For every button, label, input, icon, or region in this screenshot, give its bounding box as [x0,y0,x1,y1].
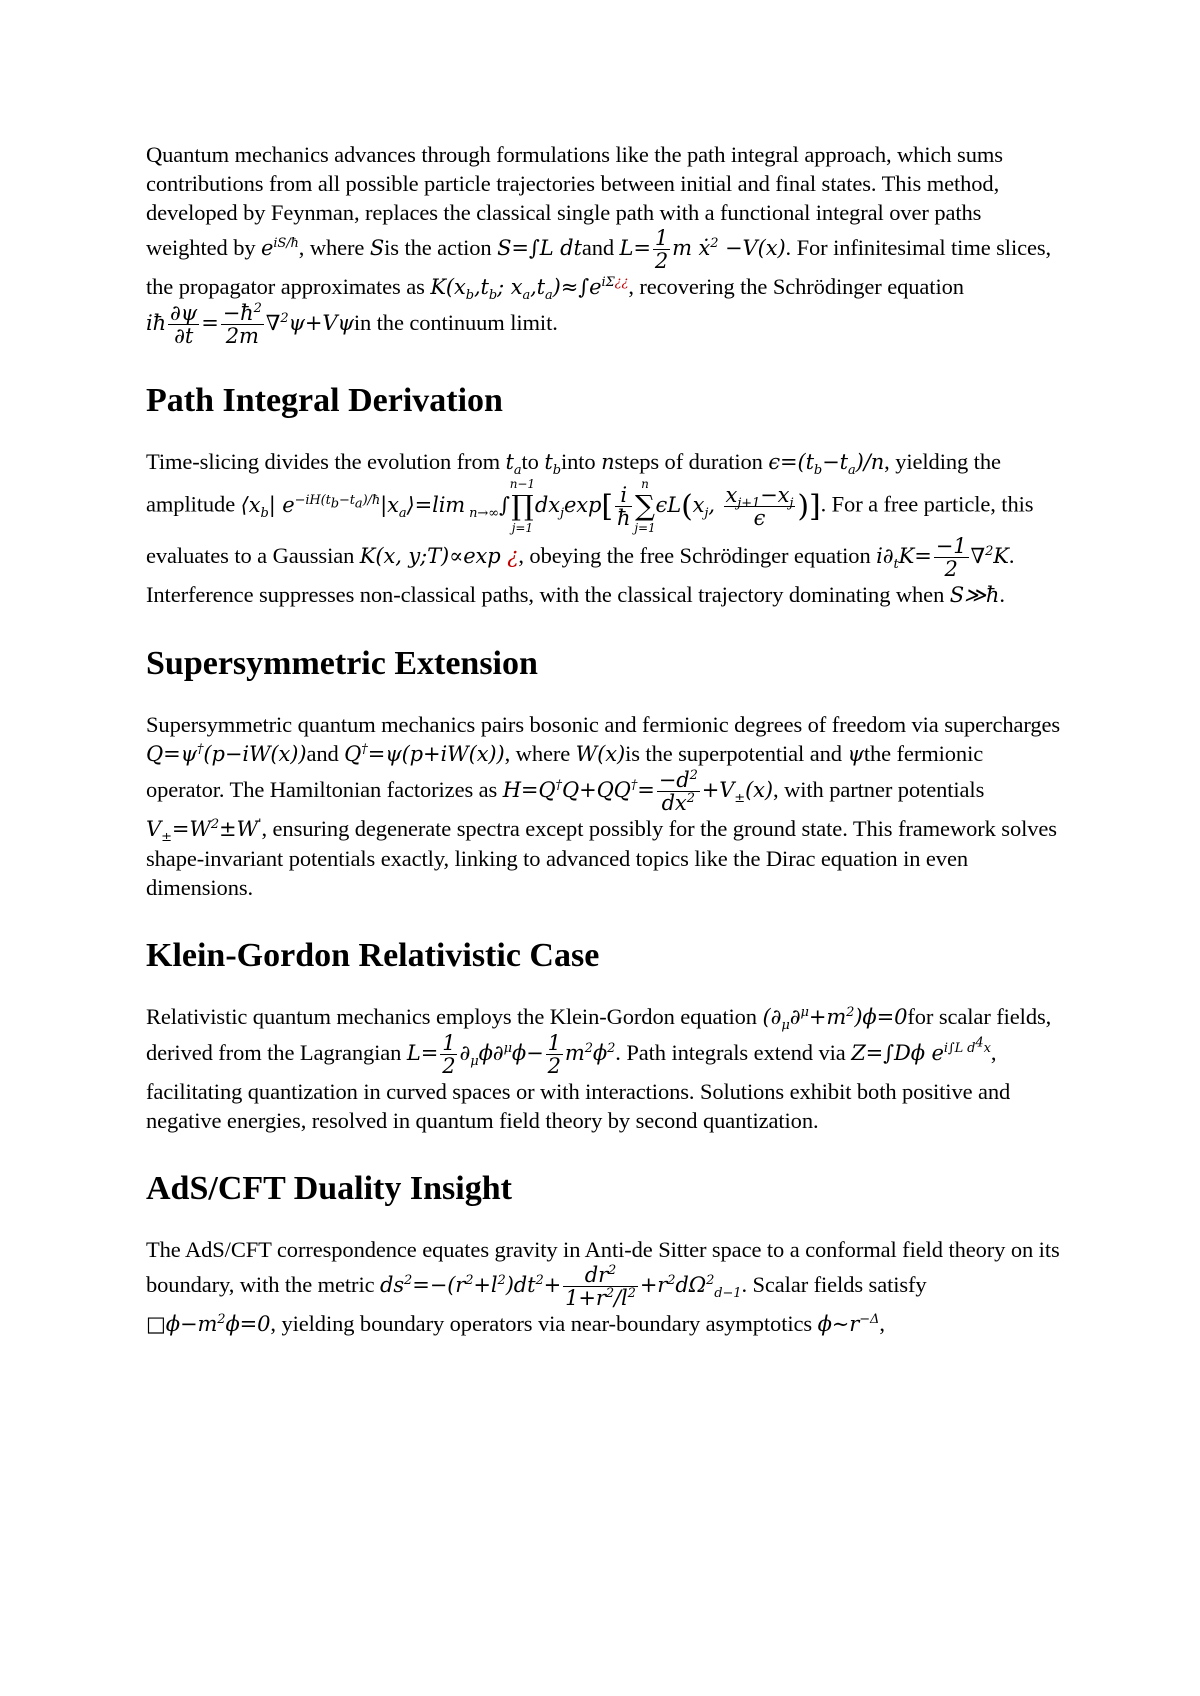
math-weight: $e^{iS/ħ}$ [261,236,299,260]
text-run: , yielding the amplitude [146,449,1001,517]
klein-gordon-paragraph [146,1002,1061,1135]
text-run: , recovering the Schrödinger equation [628,274,964,299]
math-lagrangian: L= $\frac{1}{2}$ m ẋ$^2$ −V(x) [619,226,786,273]
text-run: and [581,235,620,260]
section-heading-supersymmetric: Supersymmetric Extension [146,645,538,682]
math-supercharge-qdag: Q†=ψ(p+iW(x)) [344,742,505,766]
text-run: , facilitating quantization in curved spaces or with interactions. Solutions exhibit both positive and negative energies, resolved in quantum field theory by second quantization. [146,1040,1011,1133]
math-free-schrodinger: $i\partial_tK=$ $\frac{-1}{2}$ ∇$^2$K [876,534,1009,581]
text-run: . For a free particle, this evaluates to a Gaussian [146,491,1034,568]
math-epsilon: $\epsilon=(t_b-t_a)/n$ [768,450,885,479]
math-supercharge-q: Q=ψ†(p−iW(x)) [146,742,307,766]
text-run: . [999,582,1005,607]
text-run: Supersymmetric quantum mechanics pairs bosonic and fermionic degrees of freedom via supercharges [146,712,1061,737]
math-ta: $t_a$ [505,450,522,479]
text-run: Quantum mechanics advances through formulations like the path integral approach, which sums contributions from all possible particle trajectories between initial and final states. This method, developed by Feynman, replaces the classical single path with a functional integral over paths weighted by [146,142,1003,260]
math-schrodinger: iħ $\frac{\partial\psi}{\partial t}$ = $\frac{-ħ^2}{2m}$ ∇$^2$ψ+Vψ [146,301,354,348]
math-hamiltonian: H=Q†Q+QQ†= $\frac{-d^2}{dx^2}$ $+V_\pm(x)$ [502,768,774,815]
math-scalar-field-eq: $□\phi-m^2\phi=0$ [146,1312,271,1336]
text-run: is the superpotential and [625,741,848,766]
math-kg-lagrangian: L= $\frac{1}{2}$ $\partial_\mu\phi\partial^\mu\phi-$ $\frac{1}{2}$ $m^2\phi^2$ [406,1031,616,1078]
text-run: and [306,741,345,766]
text-run: for scalar fields, derived from the Lagrangian [146,1004,1052,1065]
ads-cft-paragraph [146,1235,1061,1339]
intro-paragraph [146,140,1061,347]
text-run: . Interference suppresses non-classical paths, with the classical trajectory dominating when [146,543,1015,607]
text-run: The AdS/CFT correspondence equates gravity in Anti-de Sitter space to a conformal field theory on its boundary, with the metric [146,1237,1060,1297]
text-run: . For infinitesimal time slices, the propagator approximates as [146,235,1052,299]
math-psi: ψ [847,742,864,766]
math-klein-gordon: $(\partial_\mu\partial^\mu+m^2)\phi=0$ [762,1005,908,1034]
math-asymptotics: $\phi\sim r^{-\Delta}$ [817,1312,880,1336]
text-run: Relativistic quantum mechanics employs the Klein-Gordon equation [146,1004,763,1029]
section-heading-klein-gordon: Klein-Gordon Relativistic Case [146,937,600,974]
text-run: steps of duration [614,449,769,474]
text-run: , where [504,741,576,766]
section-heading-path-integral: Path Integral Derivation [146,382,503,419]
math-action: S=∫L dt [497,236,582,260]
math-action-symbol: S [369,236,385,260]
math-tb: $t_b$ [544,450,561,479]
text-run: Time-slicing divides the evolution from [146,449,506,474]
text-run: is the action [384,235,498,260]
text-run: , with partner potentials [773,777,985,802]
text-run: in the continuum limit. [353,310,558,335]
path-integral-paragraph [146,447,1061,610]
math-partition-function: Z=∫Dϕ $e^{i\int L d^4x}$ [851,1035,991,1065]
math-propagator: $K(x_b,t_b$; $x_a,t_a)\approx\int e^{i\Sigma¿¿}$ [430,275,629,304]
text-run: . Path integrals extend via [615,1040,852,1065]
math-gaussian: K(x, y;T)∝exp ¿ [359,544,519,568]
text-run: to [521,449,545,474]
text-run: , ensuring degenerate spectra except possibly for the ground state. This framework solves shape-invariant potentials exactly, linking to advanced topics like the Dirac equation in even dimensions. [146,816,1057,900]
text-run: the fermionic operator. The Hamiltonian factorizes as [146,741,984,802]
text-run: , [879,1311,885,1336]
document-body [146,140,1061,1339]
math-amplitude: $⟨x_b|$ $e^{-iH(t_b-t_a)/ħ}|x_a⟩=\lim$ $_{n\to\infty}$∫ n−1 ∏ j=1 $dx_j\exp$[ $\frac{i}{ħ}$ n ∑ j=1 $\epsilon L(x_j$, $\frac{x_{j+1}-x_j}{\epsilon}$ )] [240,477,821,535]
text-run: , where [298,235,370,260]
text-run: , yielding boundary operators via near-boundary asymptotics [270,1311,818,1336]
text-run: into [560,449,602,474]
math-classical-limit: S≫ħ [949,583,1000,607]
section-heading-ads-cft: AdS/CFT Duality Insight [146,1170,512,1207]
math-superpotential: W(x) [575,742,626,766]
text-run: , obeying the free Schrödinger equation [518,543,877,568]
text-run: . Scalar fields satisfy [741,1272,927,1297]
math-n: n [601,450,615,474]
math-ads-metric: $ds^2=-(r^2+l^2)dt^2+$ $\frac{dr^2}{1+r^2/l^2}$ $+r^2d\Omega^2_{d-1}$ [380,1263,742,1310]
math-partner-potentials: $V_\pm=W^2\pm W'$ [146,817,262,846]
supersymmetric-paragraph [146,710,1061,902]
